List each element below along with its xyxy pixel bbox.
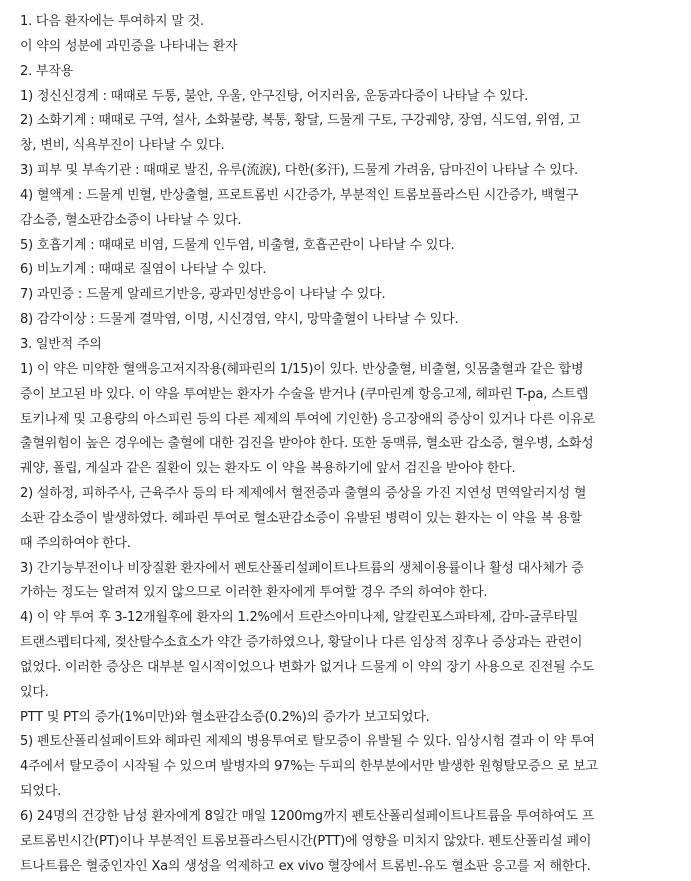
- section-heading: 1. 다음 환자에는 투여하지 말 것.: [20, 14, 204, 29]
- text-line: 트랜스펩티다제, 젖산탈수소효소가 약간 증가하였으나, 황달이나 다른 임상적 징후나 증상과는 관련이: [20, 635, 583, 651]
- text-line: 때 주의하여야 한다.: [20, 535, 131, 551]
- text-line: PTT 및 PT의 증가(1%미만)와 혈소판감소증(0.2%)의 증가가 보고되었다.: [20, 709, 430, 725]
- text-line: 1) 정신신경계 : 때때로 두통, 불안, 우울, 안구진탕, 어지러움, 운동과다증이 나타날 수 있다.: [20, 88, 529, 104]
- section-heading: 3. 일반적 주의: [20, 336, 102, 352]
- text-line: 있다.: [20, 684, 49, 700]
- text-line: 증이 보고된 바 있다. 이 약을 투여받는 환자가 수술을 받거나 (쿠마린계 항응고제, 헤파린 T-pa, 스트렙: [20, 386, 589, 402]
- text-line: 로트롬빈시간(PT)이나 부분적인 트롬보플라스틴시간(PTT)에 영향을 미치지 않았다. 펜토산폴리설 페이: [20, 833, 592, 849]
- text-line: 4주에서 탈모증이 시작될 수 있으며 발병자의 97%는 두피의 한부분에서만 발생한 원형탈모증으 로 보고: [20, 759, 598, 775]
- text-line: 6) 비뇨기계 : 때때로 질염이 나타날 수 있다.: [20, 262, 267, 278]
- text-line: 가하는 정도는 알려져 있지 않으므로 이러한 환자에게 투여할 경우 주의 하여야 한다.: [20, 585, 488, 601]
- text-line: 이 약의 성분에 과민증을 나타내는 환자: [20, 38, 238, 54]
- text-line: 1) 이 약은 미약한 혈액응고저지작용(헤파린의 1/15)이 있다. 반상출혈, 비출혈, 잇몸출혈과 같은 합병: [20, 361, 584, 377]
- text-line: 5) 호흡기계 : 때때로 비염, 드물게 인두염, 비출혈, 호흡곤란이 나타날 수 있다.: [20, 237, 455, 253]
- text-line: 창, 변비, 식욕부진이 나타날 수 있다.: [20, 138, 225, 154]
- text-line: 5) 펜토산폴리설페이트와 헤파린 제제의 병용투여로 탈모증이 유발될 수 있다. 임상시험 결과 이 약 투여: [20, 734, 595, 750]
- text-line: 6) 24명의 건강한 남성 환자에게 8일간 매일 1200mg까지 펜토산폴리설페이트나트륨을 투여하여도 프: [20, 809, 595, 824]
- document-text: [20, 10, 682, 880]
- text-line: 8) 감각이상 : 드물게 결막염, 이명, 시신경염, 약시, 망막출혈이 나타날 수 있다.: [20, 312, 459, 328]
- text-line: 소판 감소증이 발생하였다. 헤파린 투여로 혈소판감소증이 유발된 병력이 있는 환자는 이 약을 복 용할: [20, 510, 582, 526]
- text-line: 3) 피부 및 부속기관 : 때때로 발진, 유루(流淚), 다한(多汗), 드물게 가려움, 담마진이 나타날 수 있다.: [20, 163, 578, 179]
- text-line: 궤양, 폴립, 게실과 같은 질환이 있는 환자도 이 약을 복용하기에 앞서 검진을 받아야 한다.: [20, 461, 516, 477]
- text-line: 2) 설하정, 피하주사, 근육주사 등의 타 제제에서 혈전증과 출혈의 증상을 가진 지연성 면역알러지성 혈: [20, 486, 587, 502]
- section-heading: 2. 부작용: [20, 63, 74, 79]
- text-line: 되었다.: [20, 784, 62, 800]
- text-line: 출혈위험이 높은 경우에는 출혈에 대한 검진을 받아야 한다. 또한 동맥류, 혈소판 감소증, 혈우병, 소화성: [20, 436, 594, 452]
- text-line: 2) 소화기계 : 때때로 구역, 설사, 소화불량, 복통, 황달, 드물게 구토, 구강궤양, 장염, 식도염, 위염, 고: [20, 113, 581, 129]
- text-line: 없었다. 이러한 증상은 대부분 일시적이었으나 변화가 없거나 드물게 이 약의 장기 사용으로 진전될 수도: [20, 659, 595, 675]
- text-line: 토키나제 및 고용량의 아스피린 등의 다른 제제의 투여에 기인한) 응고장애의 증상이 있거나 다른 이유로: [20, 411, 596, 427]
- text-line: 트나트륨은 혈중인자인 Xa의 생성을 억제하고 ex vivo 혈장에서 트롬빈-유도 혈소판 응고를 저 해한다.: [20, 858, 591, 874]
- text-line: 3) 간기능부전이나 비장질환 환자에서 펜토산폴리설페이트나트륨의 생체이용률이나 활성 대사체가 증: [20, 560, 584, 576]
- text-line: 4) 혈액계 : 드물게 빈혈, 반상출혈, 프로트롬빈 시간증가, 부분적인 트롬보플라스틴 시간증가, 백혈구: [20, 187, 579, 203]
- text-line: 4) 이 약 투여 후 3-12개월후에 환자의 1.2%에서 트란스아미나제, 알칼린포스파타제, 감마-글루타밀: [20, 610, 579, 626]
- text-line: 감소증, 혈소판감소증이 나타날 수 있다.: [20, 212, 242, 228]
- text-line: 7) 과민증 : 드물게 알레르기반응, 광과민성반응이 나타날 수 있다.: [20, 287, 386, 303]
